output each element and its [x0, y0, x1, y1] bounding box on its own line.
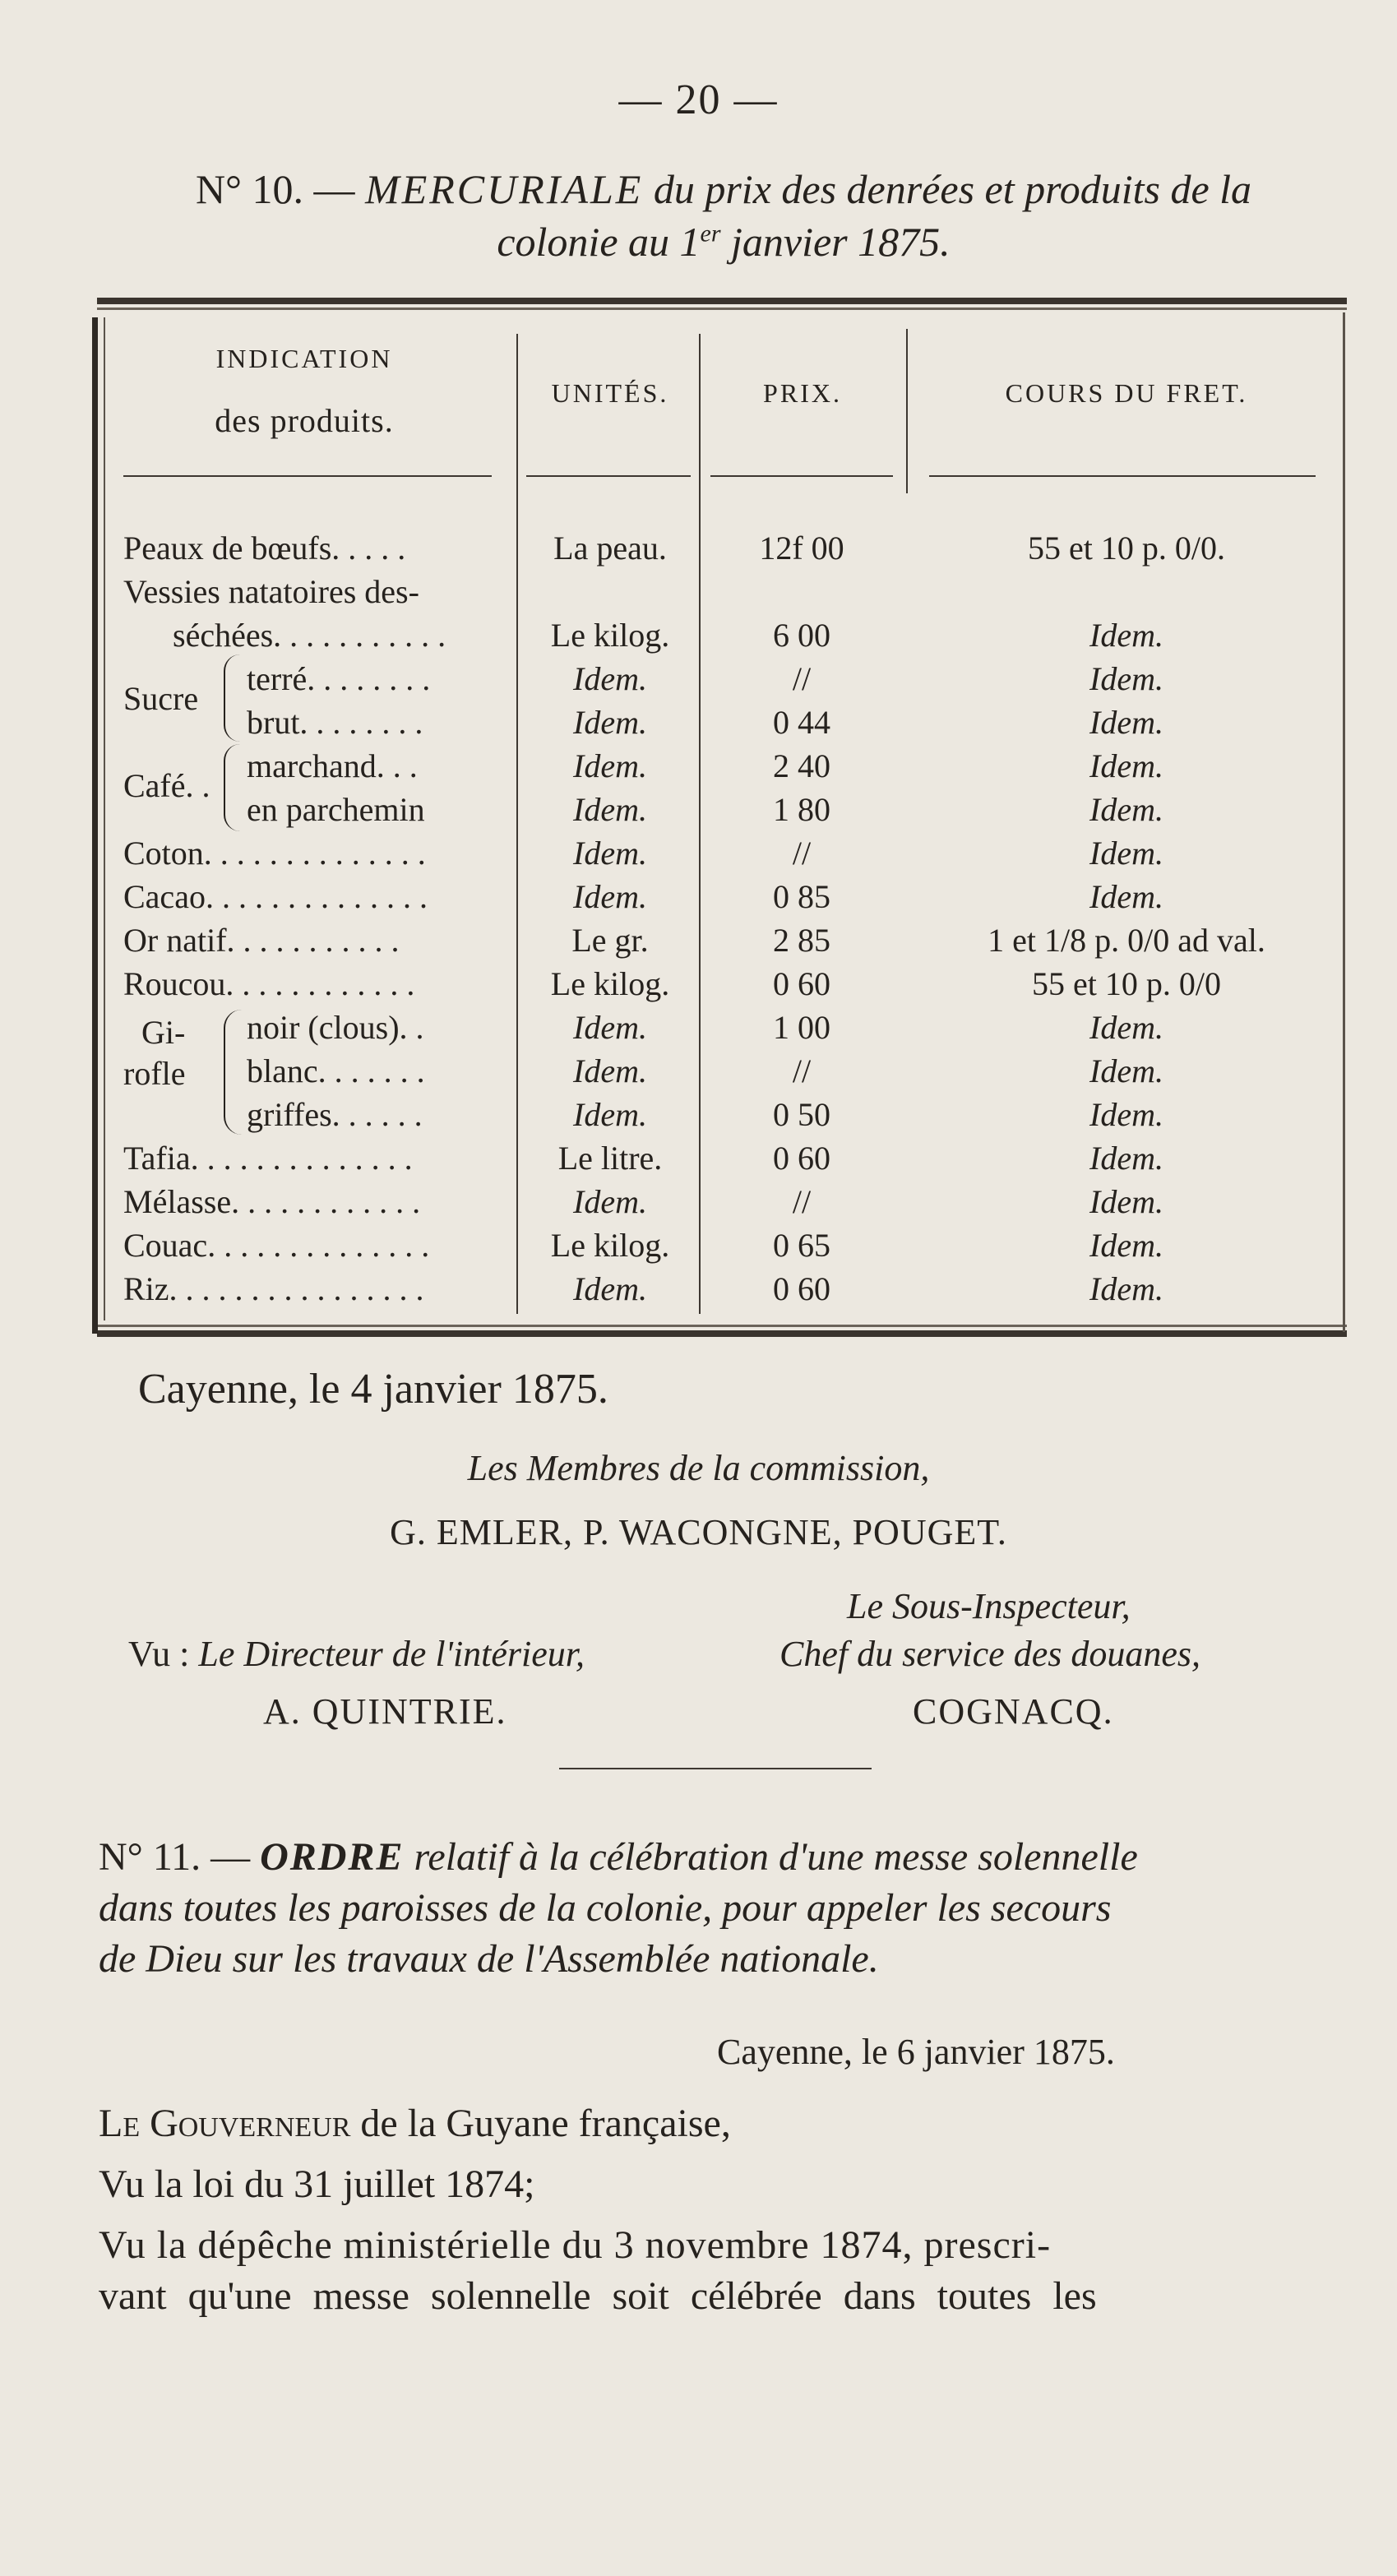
- governor-line: [99, 2098, 1348, 2149]
- group-label-girofle-2: rofle: [123, 1055, 186, 1092]
- header-freight: COURS DU FRET.: [1005, 378, 1248, 408]
- price-value: 12f 00: [759, 530, 844, 567]
- product-name: blanc. . . . . . .: [247, 1052, 425, 1089]
- table-row: [0, 962, 1397, 1006]
- product-name: griffes. . . . . .: [247, 1096, 423, 1133]
- freight-value: Idem.: [1089, 1052, 1163, 1089]
- unit-value: Le kilog.: [550, 965, 670, 1002]
- product-name: Mélasse. . . . . . . . . . . .: [123, 1183, 421, 1220]
- section-11-heading: [99, 1832, 1348, 1985]
- signature-left: A. QUINTRIE.: [263, 1691, 507, 1732]
- unit-value: La peau.: [553, 530, 667, 567]
- product-name: brut. . . . . . . .: [247, 704, 423, 741]
- table-row: [0, 570, 1397, 613]
- section-10-keyword: MERCURIALE: [365, 166, 644, 212]
- unit-value: Le kilog.: [550, 1227, 670, 1264]
- table-row: [0, 788, 1397, 831]
- section-10-title-line2: colonie au 1er janvier 1875.: [497, 219, 951, 265]
- governor-rest: de la Guyane française,: [360, 2102, 731, 2145]
- price-value: 0 50: [773, 1096, 830, 1133]
- vu-directeur: Le Directeur de l'intérieur,: [198, 1634, 585, 1674]
- column-divider-3: [906, 329, 908, 493]
- unit-value: Idem.: [573, 660, 647, 697]
- freight-value: Idem.: [1089, 747, 1163, 784]
- table-row: [0, 701, 1397, 744]
- commission-label: Les Membres de la commission,: [467, 1448, 930, 1488]
- header-units: UNITÉS.: [551, 378, 669, 408]
- section-11-line1: relatif à la célébration d'une messe solennelle: [414, 1835, 1138, 1879]
- product-name: Or natif. . . . . . . . . . .: [123, 922, 400, 959]
- table-row: [0, 1223, 1397, 1267]
- table-row: [0, 1267, 1397, 1311]
- table-row: [0, 613, 1397, 657]
- header-rule-freight: [929, 475, 1316, 477]
- section-divider: [559, 1768, 872, 1769]
- table-row: [0, 875, 1397, 918]
- price-value: 0 60: [773, 1140, 830, 1177]
- price-value: 0 65: [773, 1227, 830, 1264]
- unit-value: Idem.: [573, 1183, 647, 1220]
- freight-value: Idem.: [1089, 1227, 1163, 1264]
- price-value: 0 60: [773, 965, 830, 1002]
- freight-value: Idem.: [1089, 704, 1163, 741]
- price-value: 1 80: [773, 791, 830, 828]
- product-name: Couac. . . . . . . . . . . . . .: [123, 1227, 430, 1264]
- table-row: [0, 831, 1397, 875]
- unit-value: Idem.: [573, 1009, 647, 1046]
- product-name: Cacao. . . . . . . . . . . . . .: [123, 878, 428, 915]
- unit-value: Idem.: [573, 791, 647, 828]
- unit-value: Le gr.: [571, 922, 649, 959]
- price-value: 2 85: [773, 922, 830, 959]
- vu-line-2: Vu la dépêche ministérielle du 3 novembre 1874, prescri-: [99, 2223, 1052, 2267]
- header-rule-products: [123, 475, 492, 477]
- header-rule-price: [710, 475, 893, 477]
- table-row: [0, 1093, 1397, 1136]
- freight-value: Idem.: [1089, 1270, 1163, 1307]
- price-value: //: [792, 1052, 812, 1089]
- vu-line-1: Vu la loi du 31 juillet 1874;: [99, 2162, 535, 2206]
- freight-value: Idem.: [1089, 660, 1163, 697]
- freight-value: Idem.: [1089, 835, 1163, 872]
- unit-value: Le kilog.: [550, 617, 670, 654]
- vu-prefix: Vu :: [128, 1634, 190, 1674]
- group-label-sucre: Sucre: [123, 680, 199, 717]
- unit-value: Idem.: [573, 878, 647, 915]
- table-border-bottom-inner: [97, 1325, 1347, 1327]
- freight-value: Idem.: [1089, 791, 1163, 828]
- price-value: 0 44: [773, 704, 830, 741]
- vu-line: [128, 1633, 585, 1675]
- section-10-heading: [99, 163, 1348, 268]
- price-value: 1 00: [773, 1009, 830, 1046]
- section-11-number: N° 11. —: [99, 1835, 251, 1879]
- section-11-line2: dans toutes les paroisses de la colonie, pour appeler les secours: [99, 1886, 1112, 1930]
- header-rule-units: [526, 475, 691, 477]
- freight-value: Idem.: [1089, 1183, 1163, 1220]
- table-row: [0, 1006, 1397, 1049]
- table-row: [0, 1180, 1397, 1223]
- product-name: en parchemin: [247, 791, 425, 828]
- commission-names: G. EMLER, P. WACONGNE, POUGET.: [390, 1512, 1007, 1552]
- section-10-number: N° 10. —: [195, 166, 355, 212]
- product-name: Roucou. . . . . . . . . . . .: [123, 965, 415, 1002]
- freight-value: 55 et 10 p. 0/0: [1032, 965, 1221, 1002]
- product-name: noir (clous). .: [247, 1009, 424, 1046]
- unit-value: Idem.: [573, 704, 647, 741]
- unit-value: Idem.: [573, 1052, 647, 1089]
- table-border-bottom: [97, 1330, 1347, 1337]
- freight-value: 55 et 10 p. 0/0.: [1028, 530, 1225, 567]
- table-row: [0, 744, 1397, 788]
- unit-value: Idem.: [573, 835, 647, 872]
- freight-value: Idem.: [1089, 617, 1163, 654]
- price-value: 0 85: [773, 878, 830, 915]
- signature-right: COGNACQ.: [913, 1691, 1114, 1732]
- unit-value: Idem.: [573, 1096, 647, 1133]
- price-value: 6 00: [773, 617, 830, 654]
- table-row: [0, 657, 1397, 701]
- price-value: //: [792, 660, 812, 697]
- product-name: marchand. . .: [247, 747, 418, 784]
- table-row: [0, 918, 1397, 962]
- product-name: Vessies natatoires des-: [123, 573, 419, 610]
- price-value: //: [792, 835, 812, 872]
- unit-value: Le litre.: [557, 1140, 663, 1177]
- table-border-top-inner: [97, 308, 1347, 310]
- section-10-title-line1: du prix des denrées et produits de la: [653, 166, 1252, 212]
- product-name: Peaux de bœufs. . . . .: [123, 530, 406, 567]
- price-value: 2 40: [773, 747, 830, 784]
- product-name: terré. . . . . . . .: [247, 660, 431, 697]
- vu-line-3: vant qu'une messe solennelle soit célébrée dans toutes les: [99, 2274, 1097, 2318]
- chef-douanes-label: Chef du service des douanes,: [779, 1634, 1200, 1674]
- unit-value: Idem.: [573, 1270, 647, 1307]
- product-name: Riz. . . . . . . . . . . . . . . .: [123, 1270, 424, 1307]
- section-11-line3: de Dieu sur les travaux de l'Assemblée nationale.: [99, 1937, 879, 1981]
- product-name: Coton. . . . . . . . . . . . . .: [123, 835, 426, 872]
- table-row: [0, 526, 1397, 570]
- table-border-top: [97, 298, 1347, 304]
- section-11-keyword: ORDRE: [260, 1835, 405, 1879]
- freight-value: Idem.: [1089, 1009, 1163, 1046]
- page-number: — 20 —: [618, 76, 779, 123]
- place-date-1: Cayenne, le 4 janvier 1875.: [138, 1366, 608, 1413]
- product-name: Tafia. . . . . . . . . . . . . .: [123, 1140, 413, 1177]
- governor-title: Le Gouverneur: [99, 2102, 351, 2145]
- price-value: //: [792, 1183, 812, 1220]
- table-row: [0, 1136, 1397, 1180]
- sous-inspecteur-label: Le Sous-Inspecteur,: [847, 1586, 1131, 1626]
- table-row: [0, 1049, 1397, 1093]
- header-product-line1: INDICATION: [215, 344, 393, 373]
- group-label-cafe: Café. .: [123, 767, 210, 804]
- freight-value: Idem.: [1089, 878, 1163, 915]
- product-name: séchées. . . . . . . . . . .: [173, 617, 446, 654]
- unit-value: Idem.: [573, 747, 647, 784]
- freight-value: Idem.: [1089, 1096, 1163, 1133]
- group-label-girofle-1: Gi-: [141, 1014, 186, 1051]
- header-price: PRIX.: [763, 378, 842, 408]
- price-value: 0 60: [773, 1270, 830, 1307]
- header-product-line2: des produits.: [215, 402, 394, 439]
- place-date-2: Cayenne, le 6 janvier 1875.: [717, 2032, 1115, 2072]
- freight-value: Idem.: [1089, 1140, 1163, 1177]
- freight-value: 1 et 1/8 p. 0/0 ad val.: [988, 922, 1265, 959]
